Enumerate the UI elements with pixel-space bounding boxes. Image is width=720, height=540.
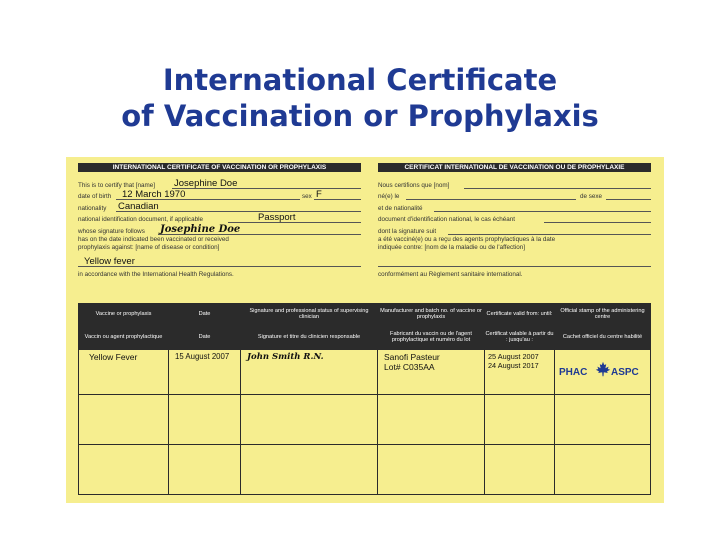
sex-label: sex <box>302 193 312 200</box>
title-line-2: of Vaccination or Prophylaxis <box>121 99 599 133</box>
table-cell-empty <box>485 395 554 444</box>
holder-signature: Josephine Doe <box>160 223 241 235</box>
th-fr-clinician: Signature et titre du clinicien responsable <box>257 333 361 340</box>
table-cell-empty <box>79 445 168 494</box>
stamp-aspc: ASPC <box>611 367 639 378</box>
th-clinician: Signature and professional status of supervising clinician <box>249 307 369 320</box>
vaccination-table <box>78 303 651 495</box>
fr-vaccinated-text-1: a été vacciné(e) ou a reçu des agents prophylactiques à la date <box>378 235 556 243</box>
holder-name: Josephine Doe <box>174 177 238 189</box>
dob-label: date of birth <box>78 193 112 200</box>
th-manufacturer: Manufacturer and batch no. of vaccine or prophylaxis <box>380 307 482 320</box>
valid-until: 24 August 2017 <box>488 361 539 370</box>
fr-nationality-label: et de nationalité <box>378 204 423 212</box>
table-cell-empty <box>555 395 650 444</box>
manufacturer: Sanofi Pasteur <box>384 352 440 362</box>
table-cell-empty <box>485 445 554 494</box>
th-validity: Certificate valid from: until: <box>486 310 553 317</box>
nationality-line <box>78 201 361 213</box>
th-fr-validity: Certificat valable à partir du : jusqu'au : <box>485 330 554 343</box>
clinician-signature: John Smith R.N. <box>247 352 324 362</box>
fr-name-label: Nous certifions que [nom] <box>378 181 450 189</box>
disease-line <box>78 252 361 268</box>
table-cell-date: 15 August 2007 <box>169 350 240 394</box>
french-panel <box>378 163 651 279</box>
name-label: This is to certify that [name] <box>78 181 155 189</box>
table-cell-empty <box>555 445 650 494</box>
table-cell-clinician <box>241 350 377 394</box>
table-cell-validity <box>485 350 554 394</box>
dob-line <box>78 190 361 202</box>
certificate-document <box>66 157 664 503</box>
fr-id-label: document d'identification national, le cas échéant <box>378 216 516 223</box>
fr-sex-label: de sexe <box>580 193 603 200</box>
signature-label: whose signature follows <box>78 227 145 235</box>
fr-accordance-text: conformément au Règlement sanitaire international. <box>378 271 523 278</box>
name-line <box>78 178 361 190</box>
th-fr-vaccine: Vaccin ou agent prophylactique <box>84 333 163 340</box>
table-cell-manufacturer <box>378 350 484 394</box>
table-cell-vaccine: Yellow Fever <box>79 350 168 394</box>
nationality-value: Canadian <box>118 200 159 212</box>
th-stamp: Official stamp of the administering centre <box>560 307 645 320</box>
dob-value: 12 March 1970 <box>122 189 186 200</box>
vaccinated-text-1: has on the date indicated been vaccinated or received <box>78 235 229 243</box>
nationality-label: nationality <box>78 204 107 212</box>
slide-title <box>0 62 720 134</box>
maple-leaf-icon <box>595 360 611 378</box>
id-line <box>78 213 361 225</box>
official-stamp <box>559 360 647 380</box>
english-header: INTERNATIONAL CERTIFICATE OF VACCINATION OR PROPHYLAXIS <box>78 163 361 172</box>
th-fr-manufacturer: Fabricant du vaccin ou de l'agent prophylactique et numéro du lot <box>390 330 472 343</box>
id-label: national identification document, if applicable <box>78 216 203 223</box>
table-cell-stamp <box>555 350 650 394</box>
id-value: Passport <box>258 212 296 223</box>
table-cell-empty <box>169 445 240 494</box>
th-fr-date: Date <box>198 333 211 340</box>
th-vaccine: Vaccine or prophylaxis <box>95 310 152 317</box>
vaccinated-text-2: prophylaxis against: [name of disease or condition] <box>78 243 220 251</box>
table-cell-empty <box>169 395 240 444</box>
fr-dob-label: né(e) le <box>378 193 400 200</box>
table-cell-empty <box>241 445 377 494</box>
table-cell-empty <box>378 445 484 494</box>
th-fr-stamp: Cachet officiel du centre habilité <box>562 333 643 340</box>
english-panel <box>78 163 361 279</box>
lot-number: Lot# C035AA <box>384 362 435 372</box>
accordance-text: in accordance with the International Health Regulations. <box>78 271 234 278</box>
title-line-1: International Certificate <box>162 63 558 97</box>
french-header: CERTIFICAT INTERNATIONAL DE VACCINATION OU DE PROPHYLAXIE <box>378 163 651 172</box>
th-date: Date <box>198 310 211 317</box>
signature-line <box>78 224 361 236</box>
disease-value: Yellow fever <box>84 255 135 267</box>
table-cell-empty <box>241 395 377 444</box>
sex-value: F <box>316 189 322 200</box>
valid-from: 25 August 2007 <box>488 352 539 361</box>
table-cell-empty <box>378 395 484 444</box>
fr-signature-label: dont la signature suit <box>378 227 437 235</box>
stamp-phac: PHAC <box>559 367 588 378</box>
fr-vaccinated-text-2: indiquée contre: [nom de la maladie ou de l'affection] <box>378 243 526 251</box>
table-cell-empty <box>79 395 168 444</box>
